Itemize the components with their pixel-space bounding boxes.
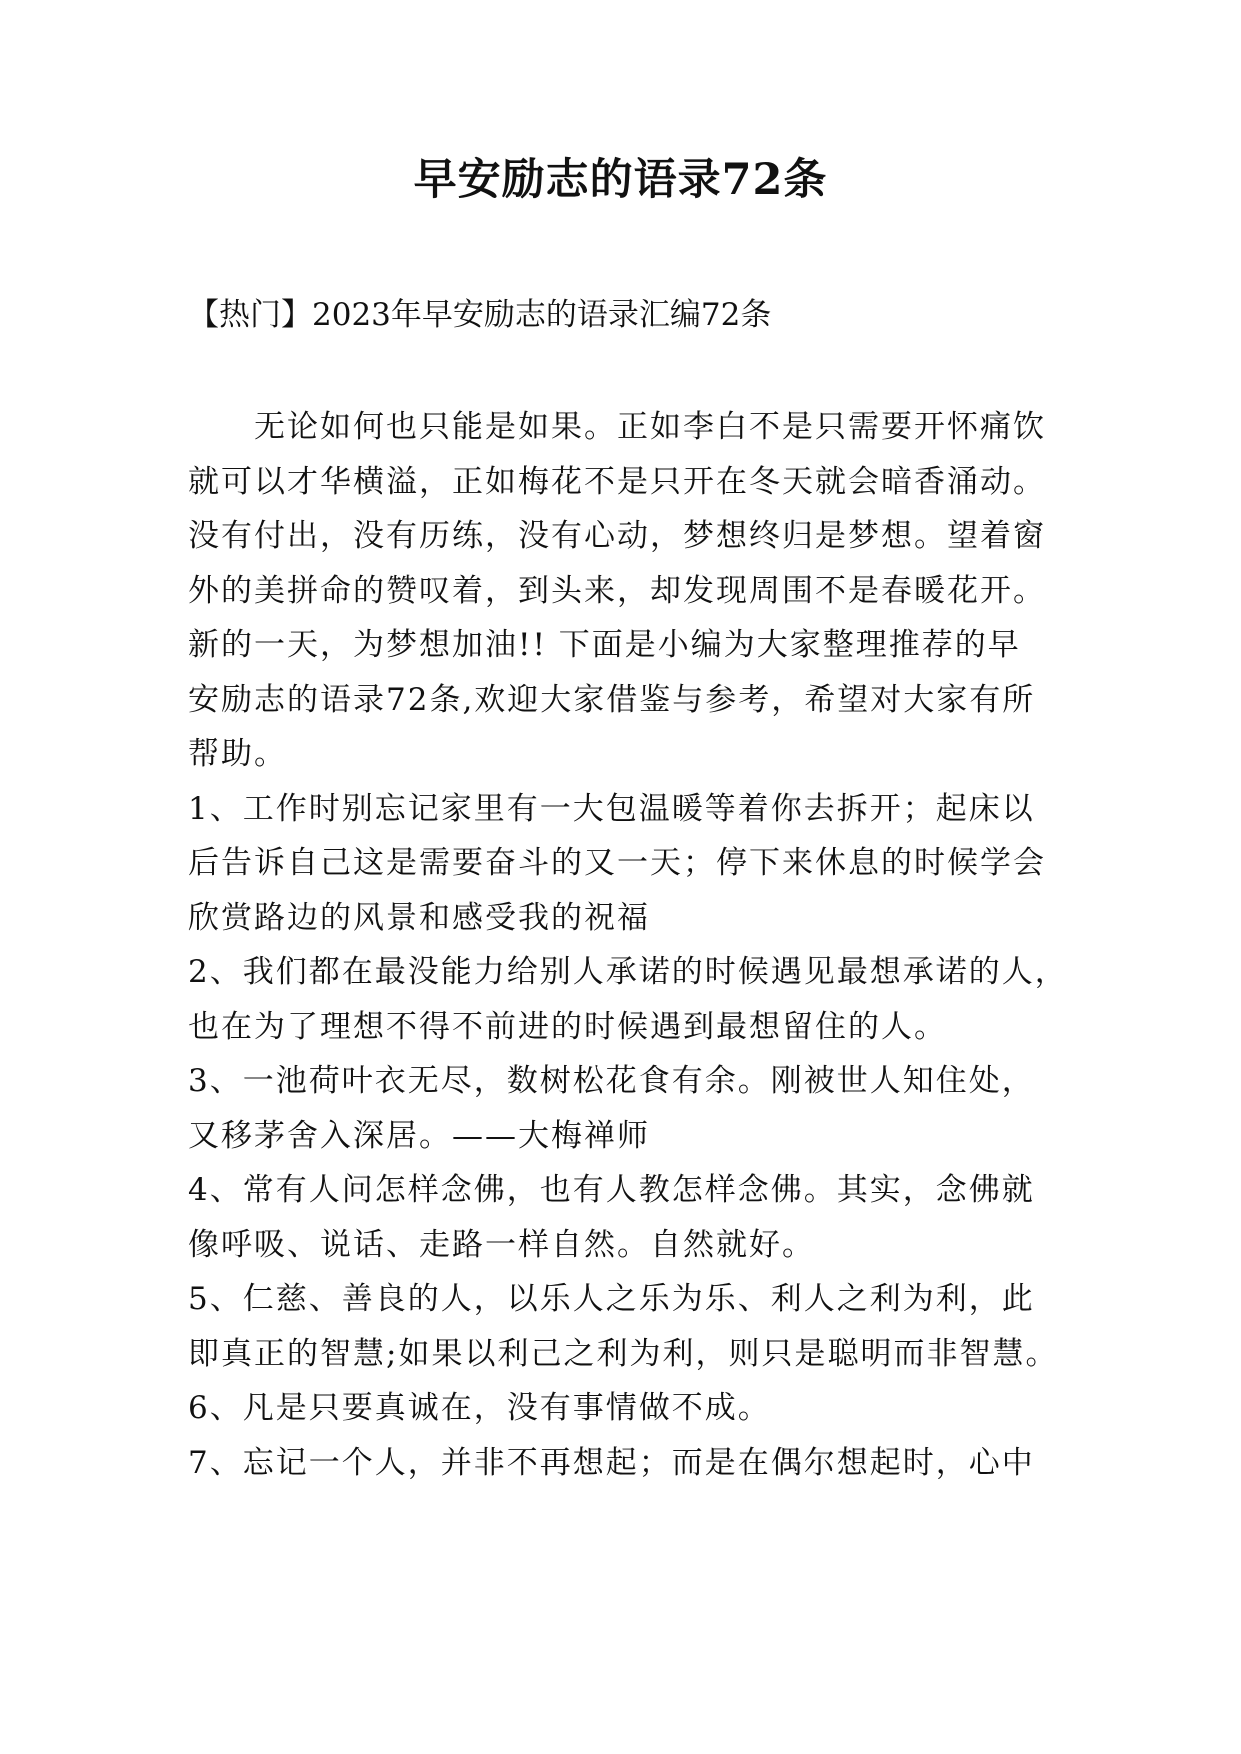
paragraph-line: 无论如何也只能是如果。正如李白不是只需要开怀痛饮 [254, 409, 1046, 445]
list-item-line: 像呼吸、说话、走路一样自然。自然就好。 [188, 1226, 815, 1263]
list-item-line: 也在为了理想不得不前进的时候遇到最想留住的人。 [188, 1008, 947, 1045]
list-item-line: 即真正的智慧;如果以利己之利为利，则只是聪明而非智慧。 [188, 1335, 1059, 1372]
paragraph-line: 新的一天，为梦想加油!! 下面是小编为大家整理推荐的早 [188, 627, 1021, 663]
paragraph-line: 就可以才华横溢，正如梅花不是只开在冬天就会暗香涌动。 [188, 463, 1046, 500]
document-body [188, 400, 1070, 1490]
document-subtitle: 【热门】2023年早安励志的语录汇编72条 [188, 297, 772, 333]
list-item-line: 1、工作时别忘记家里有一大包温暖等着你去拆开；起床以 [188, 790, 1035, 827]
list-item-line: 3、一池荷叶衣无尽，数树松花食有余。刚被世人知住处， [188, 1063, 1035, 1099]
document-title: 早安励志的语录72条 [413, 155, 828, 205]
list-item-line: 4、常有人问怎样念佛，也有人教怎样念佛。其实，念佛就 [188, 1172, 1035, 1208]
paragraph-line: 没有付出，没有历练，没有心动，梦想终归是梦想。望着窗 [188, 518, 1046, 554]
list-item-line: 欣赏路边的风景和感受我的祝福 [188, 899, 650, 936]
paragraph-line: 安励志的语录72条,欢迎大家借鉴与参考，希望对大家有所 [188, 681, 1036, 718]
paragraph-line: 外的美拼命的赞叹着，到头来，却发现周围不是春暖花开。 [188, 572, 1046, 609]
list-item-line: 6、凡是只要真诚在，没有事情做不成。 [188, 1390, 771, 1426]
list-item-line: 又移茅舍入深居。——大梅禅师 [188, 1117, 650, 1154]
list-item-line: 5、仁慈、善良的人，以乐人之乐为乐、利人之利为利，此 [188, 1281, 1035, 1317]
list-item-line: 2、我们都在最没能力给别人承诺的时候遇见最想承诺的人， [188, 954, 1068, 990]
paragraph-line: 帮助。 [188, 736, 287, 772]
list-item-line: 7、忘记一个人，并非不再想起；而是在偶尔想起时，心中 [188, 1444, 1035, 1481]
list-item-line: 后告诉自己这是需要奋斗的又一天；停下来休息的时候学会 [188, 845, 1046, 881]
